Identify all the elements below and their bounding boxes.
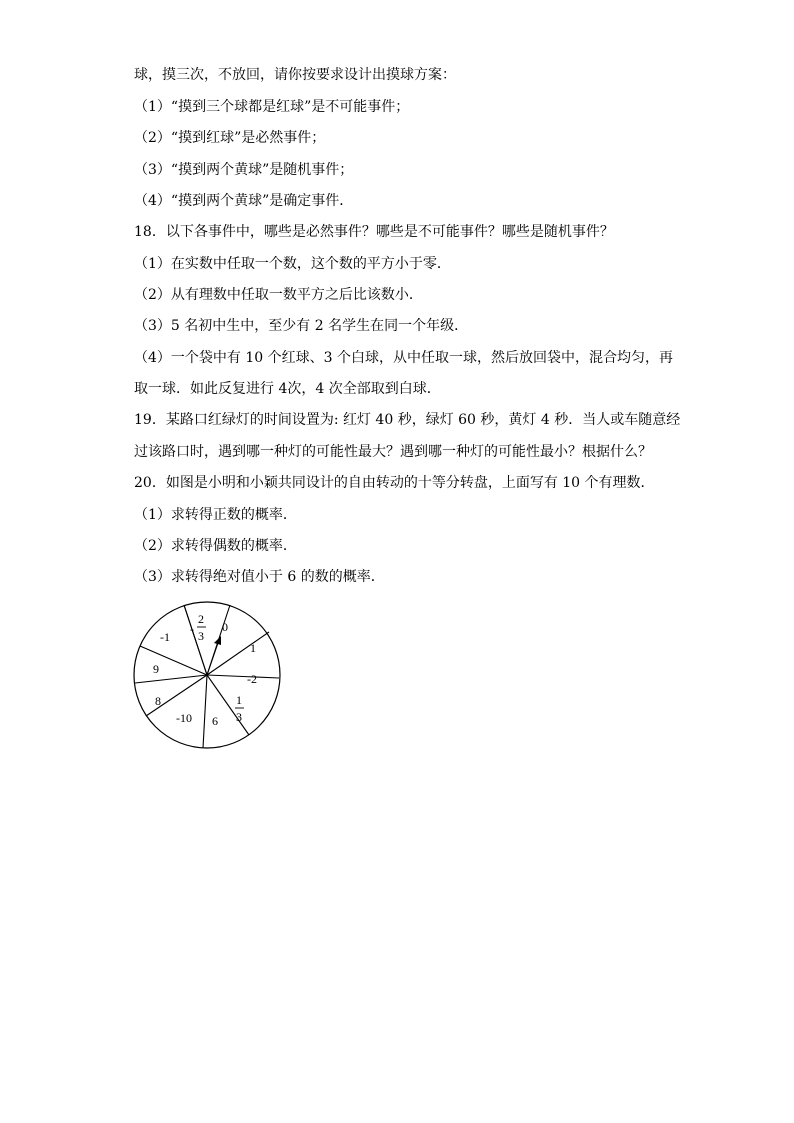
text-line-5: （4）“摸到两个黄球”是确定事件． [134, 193, 354, 209]
question-20: 20．如图是小明和小颖共同设计的自由转动的十等分转盘，上面写有 10 个有理数． [134, 475, 655, 491]
question-20-part-2: （2）求转得偶数的概率． [134, 538, 297, 554]
question-19-cont: 过该路口时，遇到哪一种灯的可能性最大？遇到哪一种灯的可能性最小？根据什么？ [134, 444, 652, 460]
fraction-denominator: 3 [236, 710, 242, 724]
question-18-part-4: （4）一个袋中有 10 个红球、3 个白球，从中任取一球，然后放回袋中，混合均匀，再 [134, 350, 673, 366]
sector-label-neg10: -10 [176, 711, 192, 725]
text-line-3: （2）“摸到红球”是必然事件； [134, 130, 326, 146]
question-20-part-1: （1）求转得正数的概率． [134, 507, 297, 523]
sector-label-8: 8 [155, 694, 161, 708]
sector-label-1: 1 [250, 641, 256, 655]
sector-fraction-neg-two-thirds [190, 612, 206, 643]
question-18-part-2: （2）从有理数中任取一数平方之后比该数小． [134, 287, 423, 303]
question-18-part-4-cont: 取一球．如此反复进行 4次，4 次全部取到白球． [134, 381, 441, 397]
sector-label-9: 9 [153, 662, 159, 676]
sector-label-6: 6 [212, 714, 218, 728]
sector-fraction-one-third [235, 693, 244, 724]
question-18-part-3: （3）5 名初中生中，至少有 2 名学生在同一个年级． [134, 318, 469, 334]
spinner-arrow [207, 636, 221, 675]
sector-label-0: 0 [222, 620, 228, 634]
spinner-svg [128, 596, 288, 756]
question-20-part-3: （3）求转得绝对值小于 6 的数的概率． [134, 569, 385, 585]
fraction-numerator: 2 [198, 612, 204, 626]
fraction-sign: - [190, 622, 194, 636]
spinner-diagram [128, 596, 288, 756]
fraction-denominator: 3 [198, 629, 204, 643]
spinner-dividers [135, 605, 279, 748]
question-18: 18．以下各事件中，哪些是必然事件？哪些是不可能事件？哪些是随机事件？ [134, 224, 614, 240]
text-line-2: （1）“摸到三个球都是红球”是不可能事件； [134, 99, 410, 115]
fraction-numerator: 1 [236, 693, 242, 707]
text-line-4: （3）“摸到两个黄球”是随机事件； [134, 162, 354, 178]
question-18-part-1: （1）在实数中任取一个数，这个数的平方小于零． [134, 256, 451, 272]
text-line-1: 球，摸三次，不放回，请你按要求设计出摸球方案： [134, 67, 456, 83]
question-19: 19．某路口红绿灯的时间设置为: 红灯 40 秒，绿灯 60 秒，黄灯 4 秒．当人或车随意经 [134, 412, 681, 428]
sector-label-neg2: -2 [247, 672, 257, 686]
sector-label-neg1: -1 [160, 630, 170, 644]
